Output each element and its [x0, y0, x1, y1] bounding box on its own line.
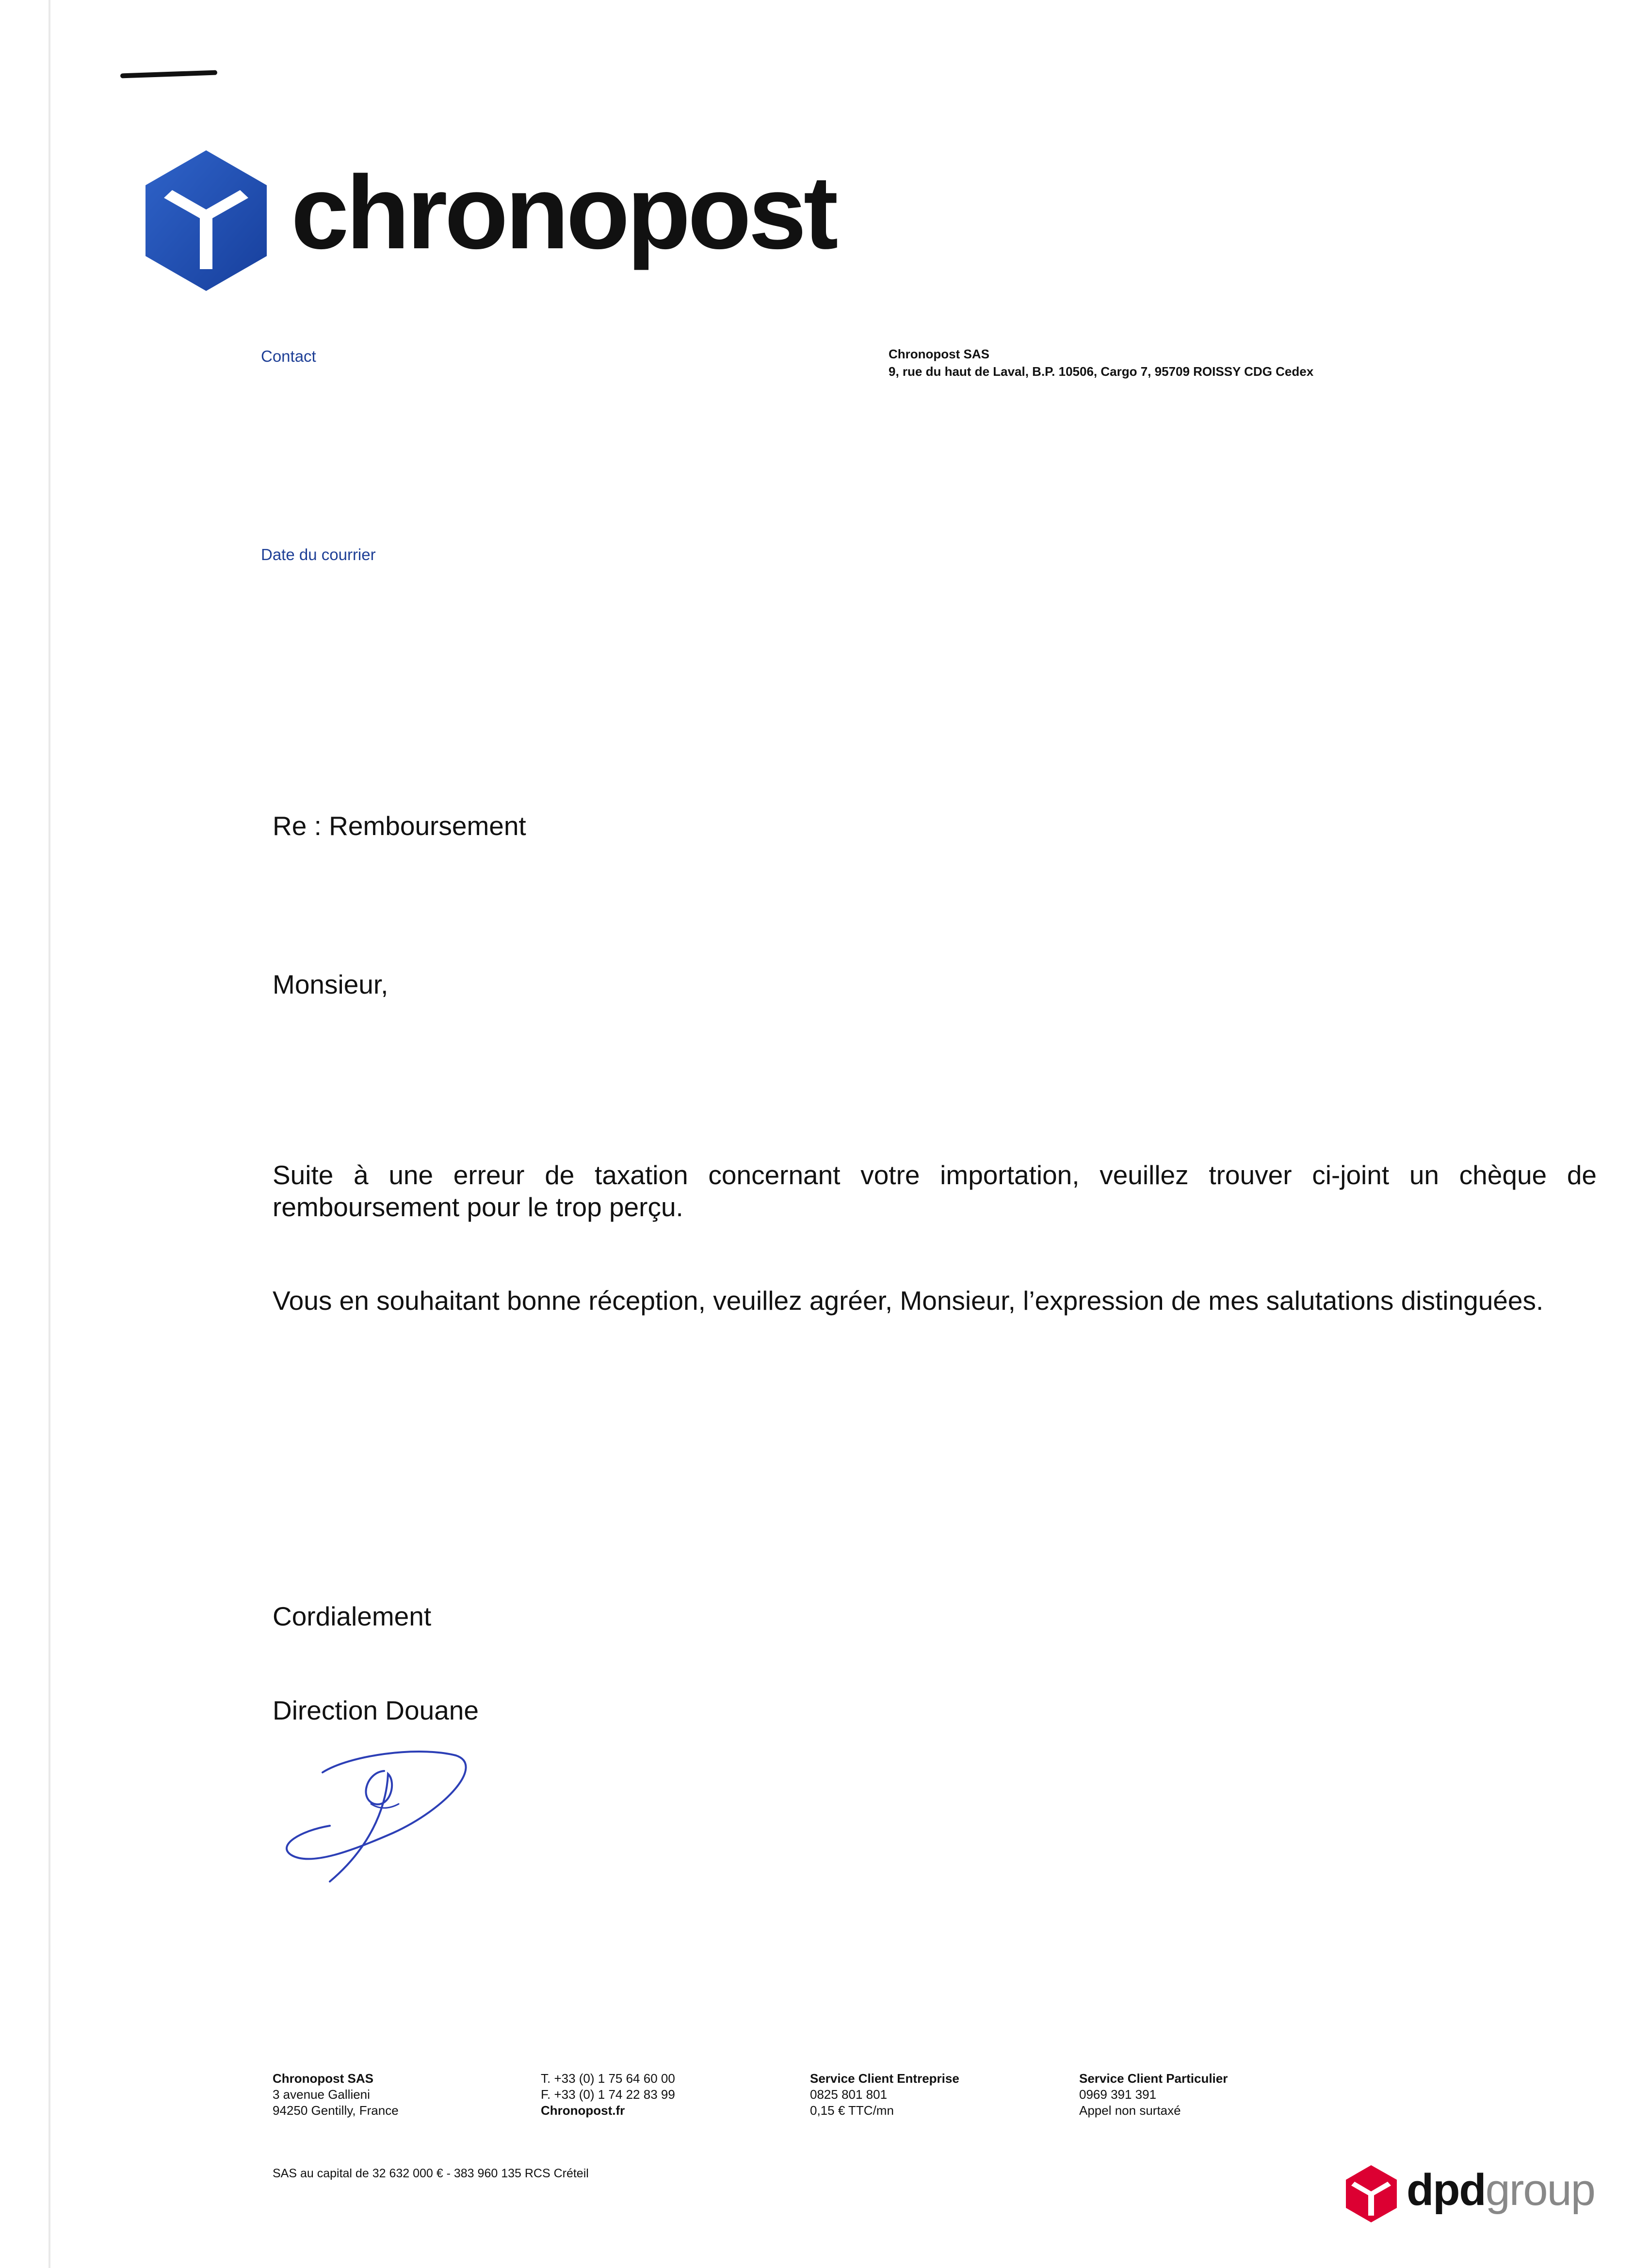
sender-address	[889, 345, 1313, 380]
letter-paragraph-1: Suite à une erreur de taxation concernant votre importation, veuillez trouver ci-joint un chèque de remboursement pour le trop perçu.	[273, 1160, 1597, 1222]
footer-service-entreprise-rate: 0,15 € TTC/mn	[810, 2103, 894, 2118]
footer-company-street: 3 avenue Gallieni	[273, 2087, 370, 2102]
date-label: Date du courrier	[261, 546, 376, 563]
footer-service-entreprise-phone: 0825 801 801	[810, 2087, 888, 2102]
footer-service-particulier-note: Appel non surtaxé	[1079, 2103, 1181, 2118]
letter-paragraph-2: Vous en souhaitant bonne réception, veuillez agréer, Monsieur, l’expression de mes salutations distinguées.	[273, 1286, 1544, 1316]
chronopost-logo-icon	[146, 150, 267, 291]
chronopost-wordmark: chronopost	[291, 154, 836, 271]
footer-fax: F. +33 (0) 1 74 22 83 99	[541, 2087, 675, 2102]
dpd-text: dpd	[1407, 2165, 1486, 2215]
dpd-group-wordmark	[1407, 2165, 1595, 2215]
scan-mark	[120, 70, 217, 79]
footer-phone: T. +33 (0) 1 75 64 60 00	[541, 2071, 675, 2086]
letter-department: Direction Douane	[273, 1695, 479, 1725]
footer-website: Chronopost.fr	[541, 2103, 625, 2118]
sender-company: Chronopost SAS	[889, 347, 989, 361]
footer-service-entreprise-title: Service Client Entreprise	[810, 2071, 959, 2086]
group-text: group	[1485, 2165, 1595, 2215]
footer-company-name: Chronopost SAS	[273, 2071, 373, 2086]
letter-greeting: Monsieur,	[273, 969, 388, 999]
letter-closing: Cordialement	[273, 1601, 432, 1631]
signature	[272, 1736, 475, 1896]
sender-street: 9, rue du haut de Laval, B.P. 10506, Cargo 7, 95709 ROISSY CDG Cedex	[889, 364, 1314, 379]
footer-company	[273, 2071, 399, 2119]
footer-service-particulier-phone: 0969 391 391	[1079, 2087, 1157, 2102]
footer-service-entreprise	[810, 2071, 959, 2119]
footer-service-particulier	[1079, 2071, 1228, 2119]
footer-service-particulier-title: Service Client Particulier	[1079, 2071, 1228, 2086]
footer-contact	[541, 2071, 675, 2119]
letter-subject: Re : Remboursement	[273, 811, 526, 841]
contact-label: Contact	[261, 347, 316, 365]
footer-company-city: 94250 Gentilly, France	[273, 2103, 399, 2118]
scan-edge	[49, 0, 50, 2268]
footer-legal: SAS au capital de 32 632 000 € - 383 960 135 RCS Créteil	[273, 2167, 589, 2180]
dpd-cube-icon	[1346, 2165, 1397, 2222]
